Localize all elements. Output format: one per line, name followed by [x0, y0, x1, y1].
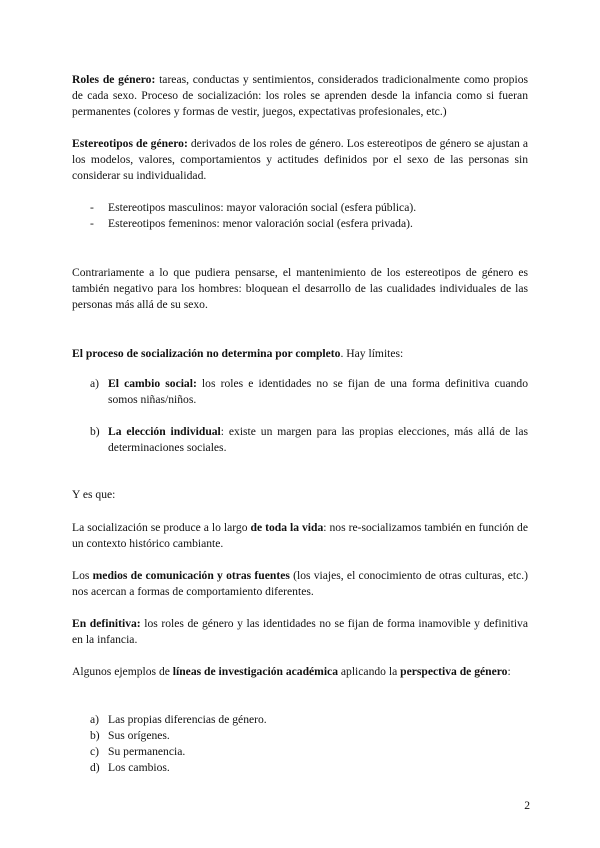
- list-marker: d): [90, 761, 100, 774]
- list-item-term: El cambio social:: [108, 377, 197, 390]
- ejemplos-pre: Algunos ejemplos de: [72, 665, 173, 678]
- paragraph-proceso: [72, 346, 528, 362]
- ejemplos-mid: aplicando la: [338, 665, 401, 678]
- ejemplos-term-1: líneas de investigación académica: [172, 665, 338, 678]
- paragraph-medios: [72, 568, 528, 600]
- proceso-text: . Hay límites:: [340, 347, 404, 360]
- list-marker: c): [90, 745, 100, 758]
- contrariamente-text: Contrariamente a lo que pudiera pensarse, el mantenimiento de los estereotipos de género es también negativo para los hombres: bloquean el desarrollo de las cualidades individuales de las personas más allá de su sexo.: [72, 266, 528, 311]
- list-item-text: Sus orígenes.: [108, 729, 170, 742]
- paragraph-definitiva: [72, 616, 528, 648]
- list-item-text: Su permanencia.: [108, 745, 186, 758]
- list-item-text: Estereotipos femeninos: menor valoración social (esfera privada).: [108, 217, 413, 230]
- paragraph-contrariamente: [72, 265, 528, 313]
- list-marker: b): [90, 425, 100, 438]
- paragraph-socializacion: [72, 520, 528, 552]
- medios-term: medios de comunicación y otras fuentes: [92, 569, 290, 582]
- dash-marker: -: [90, 217, 94, 230]
- list-item-text: Estereotipos masculinos: mayor valoración social (esfera pública).: [108, 201, 417, 214]
- ejemplos-term-2: perspectiva de género: [400, 665, 508, 678]
- socializacion-term: de toda la vida: [250, 521, 324, 534]
- list-marker: a): [90, 713, 100, 726]
- list-item-text: [108, 376, 528, 408]
- paragraph-yesque: [72, 487, 528, 503]
- ejemplos-post: :: [507, 665, 511, 678]
- list-item-text: Las propias diferencias de género.: [108, 713, 267, 726]
- list-item-term: La elección individual: [108, 425, 221, 438]
- socializacion-post: : nos re-socializamos también en función de un contexto histórico cambiante.: [72, 521, 528, 550]
- medios-post: (los viajes, el conocimiento de otras culturas, etc.) nos acercan a formas de comportamiento diferentes.: [72, 569, 528, 598]
- dash-marker: -: [90, 201, 94, 214]
- definitiva-term: En definitiva:: [72, 617, 141, 630]
- medios-pre: Los: [72, 569, 93, 582]
- list-item-body: : existe un margen para las propias elecciones, más allá de las determinaciones sociales.: [108, 425, 528, 454]
- paragraph-ejemplos: [72, 664, 528, 680]
- list-item-text: Los cambios.: [108, 761, 170, 774]
- estereotipos-text: derivados de los roles de género. Los estereotipos de género se ajustan a los modelos, valores, comportamientos y actitudes definidos por el sexo de las personas sin considerar su individualidad.: [72, 137, 528, 182]
- estereotipos-term: Estereotipos de género:: [72, 137, 188, 150]
- roles-term: Roles de género:: [72, 73, 156, 86]
- roles-text: tareas, conductas y sentimientos, considerados tradicionalmente como propios de cada sexo. Proceso de socialización: los roles se aprenden desde la infancia como si fueran permanentes (colores y formas de vestir, juegos, expectativas profesionales, etc.): [72, 73, 528, 118]
- page-number: 2: [524, 799, 530, 812]
- paragraph-estereotipos: [72, 136, 528, 184]
- list-item-body: los roles e identidades no se fijan de una forma definitiva cuando somos niñas/niños.: [108, 377, 528, 406]
- definitiva-text: los roles de género y las identidades no se fijan de forma inamovible y definitiva en la infancia.: [72, 617, 528, 646]
- list-marker: b): [90, 729, 100, 742]
- yesque-text: Y es que:: [72, 488, 116, 501]
- proceso-term: El proceso de socialización no determina por completo: [72, 347, 341, 360]
- list-marker: a): [90, 377, 100, 390]
- socializacion-pre: La socialización se produce a lo largo: [72, 521, 251, 534]
- list-item-text: [108, 424, 528, 456]
- paragraph-roles: [72, 72, 528, 120]
